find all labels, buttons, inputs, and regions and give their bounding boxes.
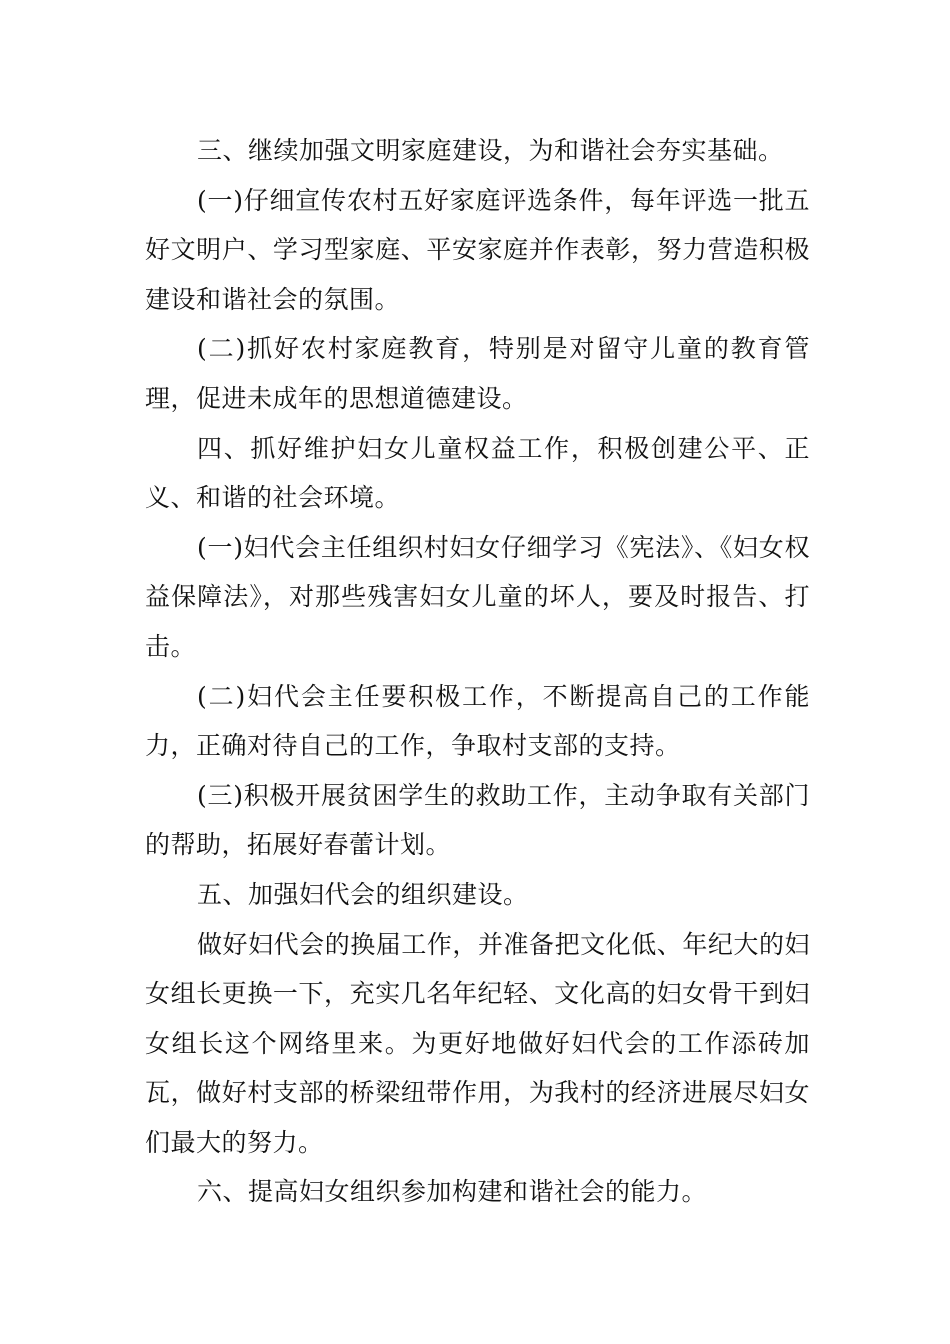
section-heading-4: 四、抓好维护妇女儿童权益工作，积极创建公平、正义、和谐的社会环境。 (145, 433, 810, 513)
section-heading-3: 三、继续加强文明家庭建设，为和谐社会夯实基础。 (197, 136, 784, 165)
paragraph: (一)仔细宣传农村五好家庭评选条件，每年评选一批五好文明户、学习型家庭、平安家庭并作表彰，努力营造积极建设和谐社会的氛围。 (145, 185, 810, 314)
paragraph: (二)妇代会主任要积极工作，不断提高自己的工作能力，正确对待自己的工作，争取村支部的支持。 (145, 681, 810, 761)
section-heading-5: 五、加强妇代会的组织建设。 (197, 879, 529, 909)
paragraph: (二)抓好农村家庭教育，特别是对留守儿童的教育管理，促进未成年的思想道德建设。 (145, 334, 810, 413)
paragraph: (一)妇代会主任组织村妇女仔细学习《宪法》、《妇女权益保障法》，对那些残害妇女儿童的坏人，要及时报告、打击。 (145, 532, 810, 661)
paragraph: 做好妇代会的换届工作，并准备把文化低、年纪大的妇女组长更换一下，充实几名年纪轻、文化高的妇女骨干到妇女组长这个网络里来。为更好地做好妇代会的工作添砖加瓦，做好村支部的桥梁纽带作用，为我村的经济进展尽妇女们最大的努力。 (145, 929, 810, 1157)
paragraph: (三)积极开展贫困学生的救助工作，主动争取有关部门的帮助，拓展好春蕾计划。 (145, 780, 810, 860)
document-body (145, 126, 810, 1217)
section-heading-6: 六、提高妇女组织参加构建和谐社会的能力。 (197, 1177, 708, 1207)
